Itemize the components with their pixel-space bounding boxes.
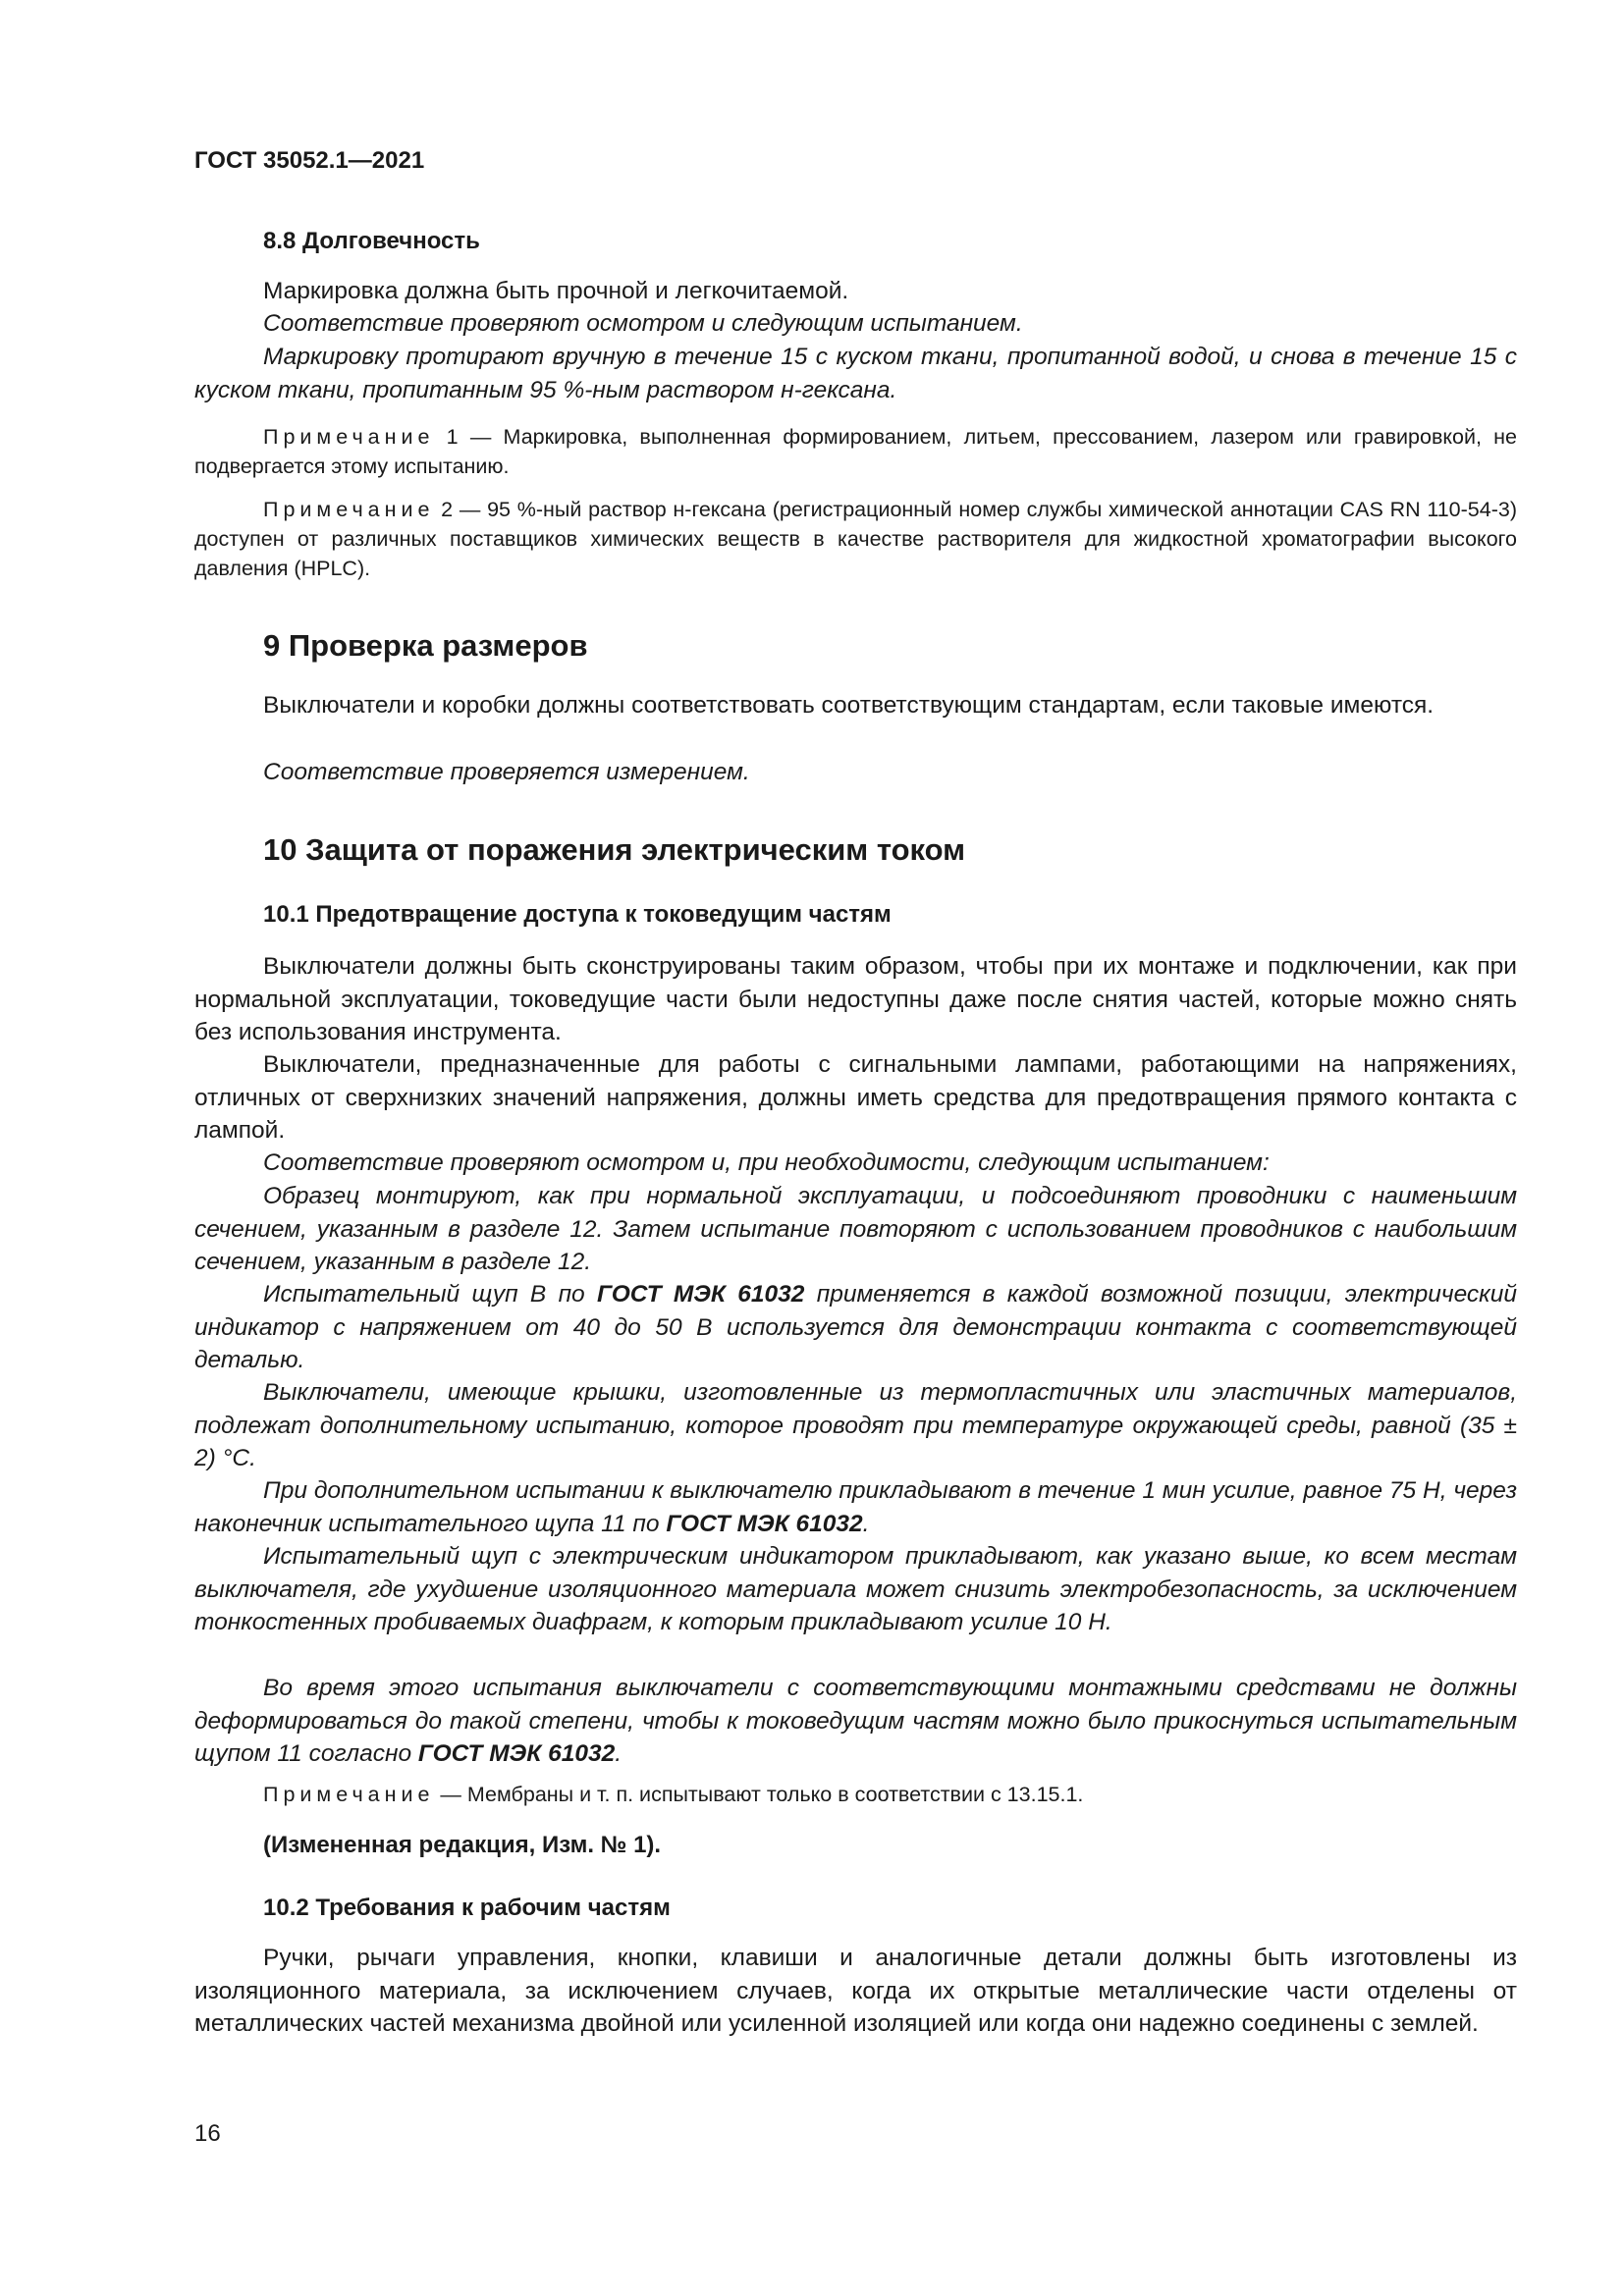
paragraph-compliance: Соответствие проверяют осмотром и, при необходимости, следующим испытанием: xyxy=(263,1149,1270,1176)
note-label: Примечание xyxy=(263,1783,435,1806)
text: применяется в каждой возможной позиции, электрический индикатор с напряжением от 40 до 50 В используется для демонстрации контакта с соответствующей деталью. xyxy=(194,1281,1518,1373)
note-text: 2 — 95 %-ный раствор н-гексана (регистрационный номер службы химической аннотации CAS RN 110-54-3) доступен от различных поставщиков химических веществ в качестве растворителя для жидкостной хроматографии высокого давления (HPLC). xyxy=(194,498,1517,580)
note-label: Примечание xyxy=(263,498,435,521)
text: Во время этого испытания выключатели с соответствующими монтажными средствами не должны деформироваться до такой степени, чтобы к токоведущим частям можно было прикоснуться испытательным щупом 11 согласно xyxy=(194,1675,1517,1767)
note xyxy=(194,1780,1517,1809)
paragraph: Ручки, рычаги управления, кнопки, клавиши и аналогичные детали должны быть изготовлены из изоляционного материала, за исключением случаев, когда их открытые металлические части отделены от металлических частей механизма двойной или усиленной изоляцией или когда они надежно соединены с землей. xyxy=(194,1945,1517,2037)
page-number: 16 xyxy=(194,2120,221,2147)
paragraph-test: Образец монтируют, как при нормальной эксплуатации, и подсоединяют проводники с наименьшим сечением, указанным в разделе 12. Затем испытание повторяют с использованием проводников с наибольшим сечением, указанным в разделе 12. xyxy=(194,1183,1517,1275)
standard-reference: ГОСТ МЭК 61032 xyxy=(417,1740,616,1767)
paragraph-test xyxy=(194,1672,1517,1771)
text: Испытательный щуп В по xyxy=(263,1281,598,1308)
paragraph-compliance: Соответствие проверяется измерением. xyxy=(263,759,750,785)
section-8-8-heading: 8.8 Долговечность xyxy=(263,228,480,254)
document-id: ГОСТ 35052.1—2021 xyxy=(194,147,425,174)
text: При дополнительном испытании к выключателю прикладывают в течение 1 мин усилие, равное 75 Н, через наконечник испытательного щупа 11 по xyxy=(194,1477,1517,1537)
paragraph-test: Выключатели, имеющие крышки, изготовленные из термопластичных или эластичных материалов, подлежат дополнительному испытанию, которое проводят при температуре окружающей среды, равной (35 ± 2) °С. xyxy=(194,1379,1517,1471)
note-2 xyxy=(194,495,1517,583)
section-10-2-heading: 10.2 Требования к рабочим частям xyxy=(263,1895,671,1921)
section-9-heading: 9 Проверка размеров xyxy=(263,628,588,663)
section-10-1-heading: 10.1 Предотвращение доступа к токоведущим частям xyxy=(263,901,892,928)
standard-reference: ГОСТ МЭК 61032 xyxy=(666,1510,863,1537)
paragraph-compliance: Соответствие проверяют осмотром и следующим испытанием. xyxy=(263,310,1023,337)
note-text: — Мембраны и т. п. испытывают только в соответствии с 13.15.1. xyxy=(434,1783,1084,1806)
text: . xyxy=(615,1740,623,1767)
paragraph: Выключатели, предназначенные для работы с сигнальными лампами, работающими на напряжениях, отличных от сверхнизких значений напряжения, должны иметь средства для предотвращения прямого контакта с лампой. xyxy=(194,1051,1517,1144)
note-label: Примечание xyxy=(263,425,435,449)
section-10-heading: 10 Защита от поражения электрическим током xyxy=(263,832,966,867)
paragraph-test: Маркировку протирают вручную в течение 15 с куском ткани, пропитанной водой, и снова в течение 15 с куском ткани, пропитанным 95 %-ным раствором н-гексана. xyxy=(194,344,1517,403)
amendment-note: (Измененная редакция, Изм. № 1). xyxy=(263,1832,662,1858)
note-1 xyxy=(194,422,1517,481)
standard-reference: ГОСТ МЭК 61032 xyxy=(597,1281,805,1308)
paragraph-test: Испытательный щуп с электрическим индикатором прикладывают, как указано выше, ко всем местам выключателя, где ухудшение изоляционного материала может снизить электробезопасность, за исключением тонкостенных пробиваемых диафрагм, к которым прикладывают усилие 10 Н. xyxy=(194,1543,1517,1635)
paragraph: Выключатели и коробки должны соответствовать соответствующим стандартам, если таковые имеются. xyxy=(263,692,1435,719)
paragraph-test xyxy=(194,1278,1517,1377)
note-text: 1 — Маркировка, выполненная формированием, литьем, прессованием, лазером или гравировкой, не подвергается этому испытанию. xyxy=(194,425,1517,478)
paragraph: Маркировка должна быть прочной и легкочитаемой. xyxy=(263,278,849,304)
paragraph-test xyxy=(194,1474,1517,1540)
paragraph: Выключатели должны быть сконструированы таким образом, чтобы при их монтаже и подключении, как при нормальной эксплуатации, токоведущие части были недоступны даже после снятия частей, которые можно снять без использования инструмента. xyxy=(194,953,1517,1045)
text: . xyxy=(862,1510,870,1537)
